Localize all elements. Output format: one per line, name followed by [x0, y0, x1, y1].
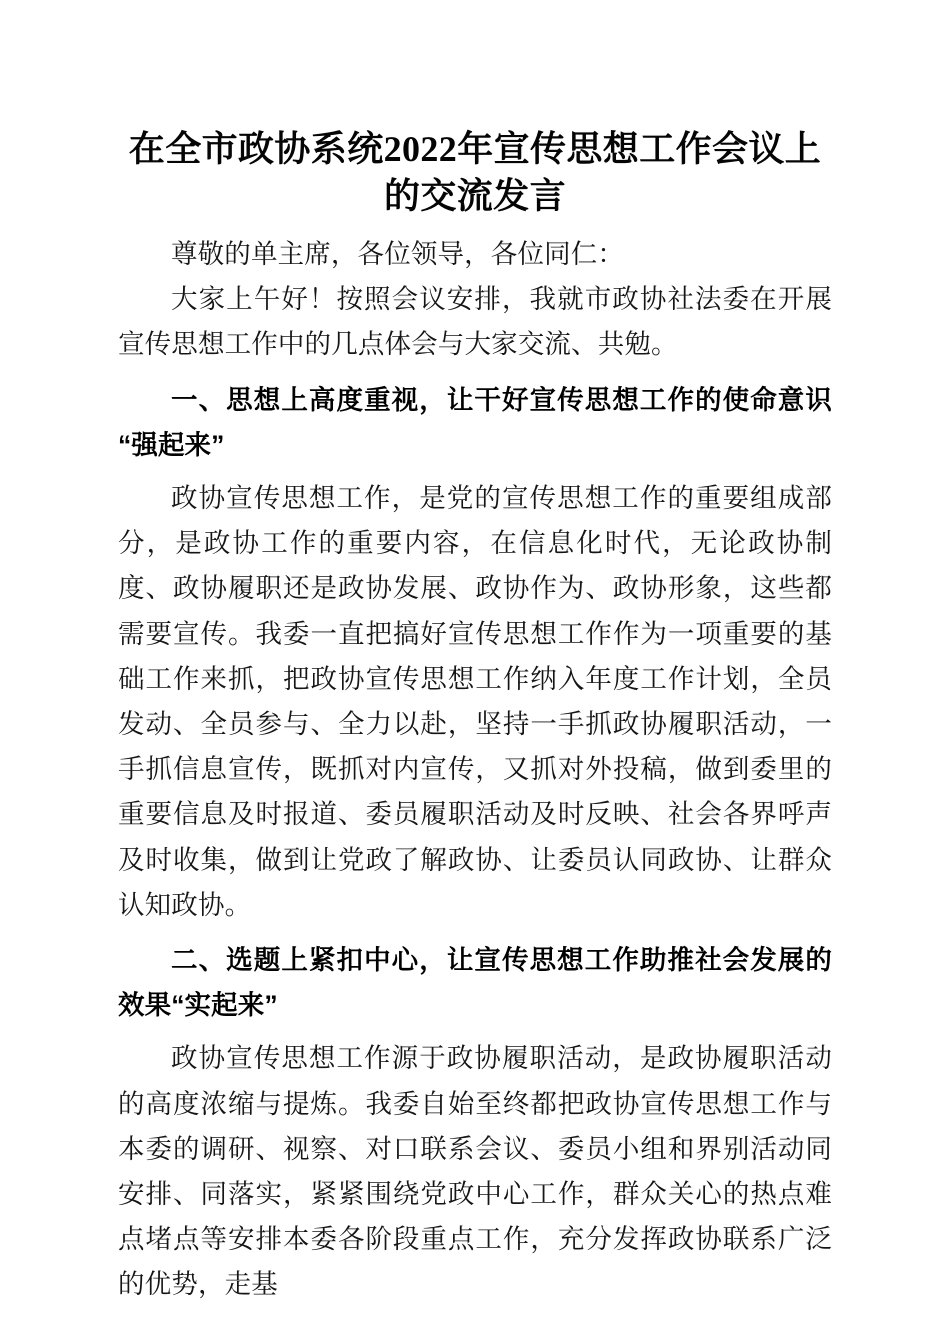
section-body-one: 政协宣传思想工作，是党的宣传思想工作的重要组成部分，是政协工作的重要内容，在信息化时代，无论政协制度、政协履职还是政协发展、政协作为、政协形象，这些都需要宣传。我委一直把搞好宣传思想工作作为一项重要的基础工作来抓，把政协宣传思想工作纳入年度工作计划，全员发动、全员参与、全力以赴，坚持一手抓政协履职活动，一手抓信息宣传，既抓对内宣传，又抓对外投稿，做到委里的重要信息及时报道、委员履职活动及时反映、社会各界呼声及时收集，做到让党政了解政协、让委员认同政协、让群众认知政协。: [118, 483, 832, 921]
opening-paragraph: 大家上午好！按照会议安排，我就市政协社法委在开展宣传思想工作中的几点体会与大家交流、共勉。: [118, 284, 832, 361]
document-content: [118, 0, 832, 1308]
section-heading-one: 一、思想上高度重视，让干好宣传思想工作的使命意识“强起来”: [118, 384, 832, 460]
section-body-two: 政协宣传思想工作源于政协履职活动，是政协履职活动的高度浓缩与提炼。我委自始至终都把政协宣传思想工作与本委的调研、视察、对口联系会议、委员小组和界别活动同安排、同落实，紧紧围绕党政中心工作，群众关心的热点难点堵点等安排本委各阶段重点工作，充分发挥政协联系广泛的优势，走基: [118, 1043, 832, 1301]
section-heading-two: 二、选题上紧扣中心，让宣传思想工作助推社会发展的效果“实起来”: [118, 945, 832, 1021]
page-title: 在全市政协系统2022年宣传思想工作会议上的交流发言: [128, 129, 822, 216]
salutation-line: 尊敬的单主席，各位领导，各位同仁：: [171, 239, 625, 270]
